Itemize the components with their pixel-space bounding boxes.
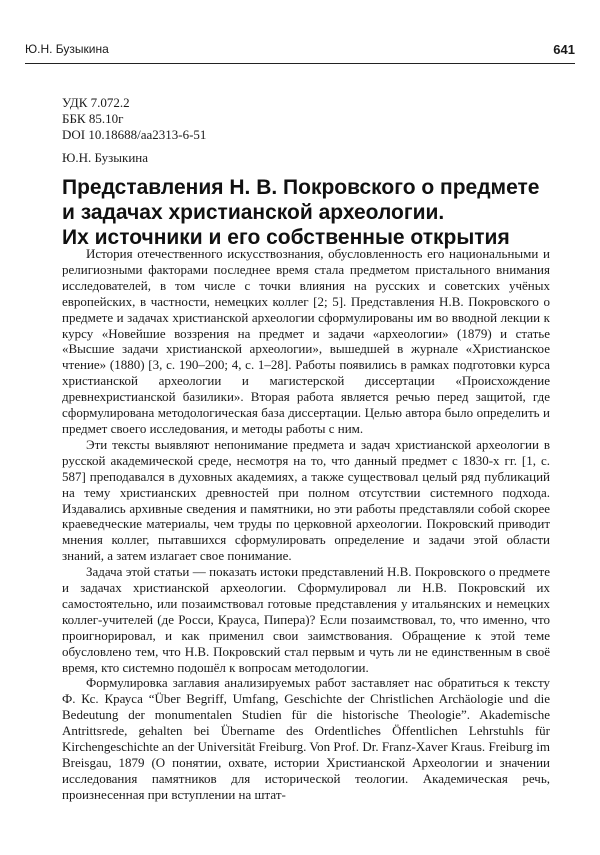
header-rule [25,63,575,64]
body-paragraph-4: Формулировка заглавия анализируемых работ заставляет нас обратиться к тексту Ф. Кс. Крауса “Über Begriff, Umfang, Geschichte der Christlichen Archäologie und die Bedeutung der monumentalen Studien für die historische Theologie”. Akademische Antrittsrede, gehalten bei Übername des Ordentliches Öffentlichen Lehrstuhls für Kirchengeschichte an der Universität Freiburg. Von Prof. Dr. Franz-Xaver Kraus. Freiburg im Breisgau, 1879 (О понятии, охвате, истории Христианской Археологии и значении исследования памятников для исторической теологии. Академическая речь, произнесенная при вступлении на штат- [62,675,550,802]
title-line-1: Представления Н. В. Покровского о предмете [62,176,540,199]
article-body [62,246,550,803]
udk-code: УДК 7.072.2 [62,95,130,110]
page-number: 641 [553,42,575,57]
running-head-author: Ю.Н. Бузыкина [25,42,109,56]
article-title [62,175,582,250]
article-author: Ю.Н. Бузыкина [62,150,149,165]
running-head [25,42,575,60]
title-line-3: Их источники и его собственные открытия [62,226,510,249]
title-line-2: и задачах христианской археологии. [62,201,445,224]
doi-code: DOI 10.18688/aa2313-6-51 [62,127,207,142]
body-paragraph-3: Задача этой статьи — показать истоки представлений Н.В. Покровского о предмете и задачах христианской археологии. Сформулировал ли Н.В. Покровский их самостоятельно, или позаимствовал готовые представления у итальянских и немецких коллег-учителей (де Росси, Крауса, Пипера)? Если позаимствовал, то, что именно, что проигнорировал, и как применил свои заимствования. Обращение к этой теме обусловлено тем, что Н.В. Покровский стал первым и чуть ли не единственным в своё время, кто системно подошёл к вопросам методологии. [62,564,550,675]
bbk-code: ББК 85.10г [62,111,124,126]
body-paragraph-1: История отечественного искусствознания, обусловленность его национальными и религиозными факторами последнее время стала предметом пристального внимания исследователей, в том числе с точки влияния на русских и советских учёных европейских, в частности, немецких коллег [2; 5]. Представления Н.В. Покровского о предмете и задачах христианской археологии сформулированы им во вводной лекции к курсу «Новейшие воззрения на предмет и задачи «археологии» (1879) и статье «Высшие задачи христианской археологии», вышедшей в журнале «Христианское чтение» (1880) [3, с. 190–200; 4, с. 1–28]. Работы появились в рамках подготовки курса христианской археологии и магистерской диссертации «Происхождение древнехристианской базилики». Вторая работа является речью перед защитой, где сформулирована методологическая база диссертации. Целью автора было определить и предмет своего исследования, и методы работы с ним. [62,246,550,436]
body-paragraph-2: Эти тексты выявляют непонимание предмета и задач христианской археологии в русской академической среде, несмотря на то, что данный предмет с 1830-х гг. [1, с. 587] преподавался в духовных академиях, а также существовал целый ряд публикаций на тему христианских древностей при полном отсутствии системного подхода. Издавались архивные сведения и памятники, но эти работы представляли собой скорее краеведческие материалы, чем труды по церковной археологии. Покровский приводит мнения коллег, пытавшихся сформулировать определение и задачи этой области знаний, а затем излагает свое понимание. [62,436,550,564]
article-metadata [62,95,206,143]
